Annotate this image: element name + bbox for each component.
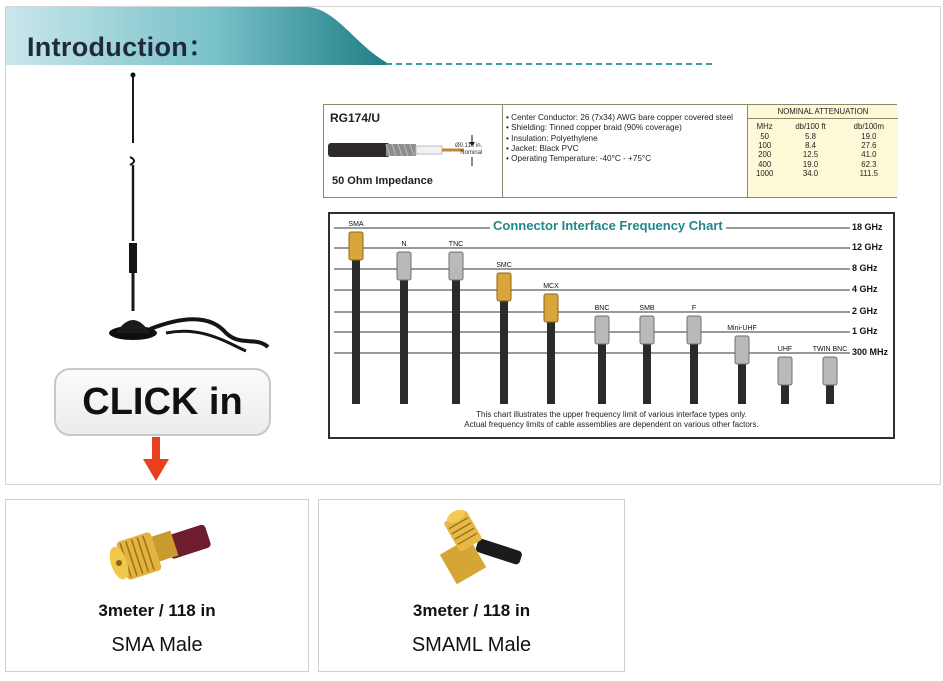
connector-head	[778, 357, 792, 385]
connector-label: MCX	[543, 283, 559, 290]
attenuation-table	[748, 121, 898, 178]
connector-cable	[547, 320, 555, 404]
frequency-chart	[328, 212, 895, 439]
connector-head	[735, 336, 749, 364]
page-title: Introduction：	[27, 32, 216, 62]
attenuation-cell: 50	[760, 132, 770, 141]
attenuation-cell: 8.4	[805, 141, 816, 151]
connector-head	[497, 273, 511, 301]
feature-item: • Operating Temperature: -40°C - +75°C	[506, 154, 746, 164]
attenuation-row	[748, 169, 898, 178]
connector-label: TNC	[448, 241, 464, 248]
attenuation-cell: 400	[758, 159, 772, 169]
connector-cable	[598, 342, 606, 404]
product-length: 3meter / 118 in	[98, 601, 216, 620]
attenuation-cell: 41.0	[861, 150, 877, 160]
feature-item: • Insulation: Polyethylene	[506, 134, 746, 144]
frequency-level-label: 8 GHz	[852, 263, 878, 273]
product-length: 3meter / 118 in	[412, 601, 531, 620]
product-type: SMAML Male	[411, 634, 532, 656]
chart-title: Connector Interface Frequency Chart	[490, 218, 726, 233]
cable-diagram	[324, 105, 503, 197]
connector-label: F	[691, 305, 697, 312]
feature-item: • Center Conductor: 26 (7x34) AWG bare copper covered steel	[506, 113, 746, 123]
diameter-value: Ø0.110 in.	[455, 143, 483, 149]
attenuation-cell: 19.0	[861, 132, 877, 141]
connector-cable	[400, 278, 408, 404]
attenuation-cell: 27.6	[861, 141, 877, 151]
connector-label: N	[401, 241, 407, 248]
connector-label: BNC	[594, 305, 610, 312]
connector-head	[349, 232, 363, 260]
connector-head	[449, 252, 463, 280]
click-in-button[interactable]: CLICK in	[54, 368, 271, 436]
attenuation-cell: 111.5	[859, 168, 879, 178]
cable-impedance: 50 Ohm Impedance	[332, 175, 433, 187]
attenuation-row	[748, 141, 898, 150]
connector-label: TWIN BNC	[812, 346, 848, 353]
cable-model: RG174/U	[330, 111, 381, 125]
attenuation-cell: 34.0	[802, 168, 819, 178]
product-card-smaml-male[interactable]	[318, 499, 625, 672]
connector-head	[823, 357, 837, 385]
connector-head	[397, 252, 411, 280]
connector-label: Mini-UHF	[727, 325, 757, 332]
product-type: SMA Male	[111, 634, 203, 656]
frequency-level-label: 2 GHz	[852, 306, 878, 316]
connector-cable	[352, 258, 360, 404]
column-header: db/100m	[853, 122, 884, 131]
frequency-level-label: 4 GHz	[852, 284, 878, 294]
antenna-image	[106, 71, 286, 371]
diameter-note: Nominal	[460, 150, 483, 156]
product-card-sma-male[interactable]	[5, 499, 309, 672]
sma-male-connector-icon	[97, 510, 217, 600]
cable-spec-table	[323, 104, 897, 198]
header-divider	[386, 63, 712, 65]
attenuation-cell: 19.0	[802, 159, 819, 169]
cable-features-list	[506, 113, 746, 164]
frequency-level-label: 1 GHz	[852, 326, 878, 336]
chart-note: Actual frequency limits of cable assemblies are dependent on various other factors.	[464, 420, 759, 429]
attenuation-row	[748, 132, 898, 141]
connector-label: SMC	[496, 262, 512, 269]
column-header: MHz	[756, 122, 773, 131]
attenuation-title: NOMINAL ATTENUATION	[748, 105, 898, 119]
down-arrow-icon	[141, 437, 171, 487]
attenuation-rows	[748, 132, 898, 178]
connector-cable	[781, 383, 789, 404]
frequency-level-label: 18 GHz	[852, 222, 883, 232]
intro-panel	[5, 6, 941, 485]
connector-cable	[826, 383, 834, 404]
frequency-level-label: 300 MHz	[852, 347, 889, 357]
feature-item: • Jacket: Black PVC	[506, 144, 746, 154]
attenuation-cell: 5.8	[805, 132, 816, 141]
attenuation-row	[748, 160, 898, 169]
connector-label: UHF	[777, 346, 793, 353]
column-header: db/100 ft	[795, 122, 826, 131]
attenuation-row	[748, 150, 898, 159]
sma-right-angle-connector-icon	[412, 510, 532, 600]
connector-head	[595, 316, 609, 344]
cable-diameter	[455, 143, 482, 157]
connector-cable	[452, 278, 460, 404]
connector-cable	[500, 299, 508, 404]
feature-item: • Shielding: Tinned copper braid (90% coverage)	[506, 123, 746, 133]
chart-note: This chart illustrates the upper frequency limit of various interface types only.	[476, 410, 747, 419]
connector-label: SMA	[348, 221, 364, 228]
connector-label: SMB	[639, 305, 655, 312]
attenuation-cell: 12.5	[802, 150, 819, 160]
attenuation-cell: 1000	[755, 168, 774, 178]
frequency-level-label: 12 GHz	[852, 242, 883, 252]
connector-head	[687, 316, 701, 344]
connector-head	[544, 294, 558, 322]
attenuation-cell: 62.3	[861, 159, 877, 169]
attenuation-cell: 200	[758, 150, 772, 160]
connector-cable	[643, 342, 651, 404]
attenuation-cell: 100	[758, 141, 772, 151]
attenuation-panel	[747, 105, 898, 197]
connector-cable	[690, 342, 698, 404]
connector-cable	[738, 362, 746, 404]
connector-head	[640, 316, 654, 344]
